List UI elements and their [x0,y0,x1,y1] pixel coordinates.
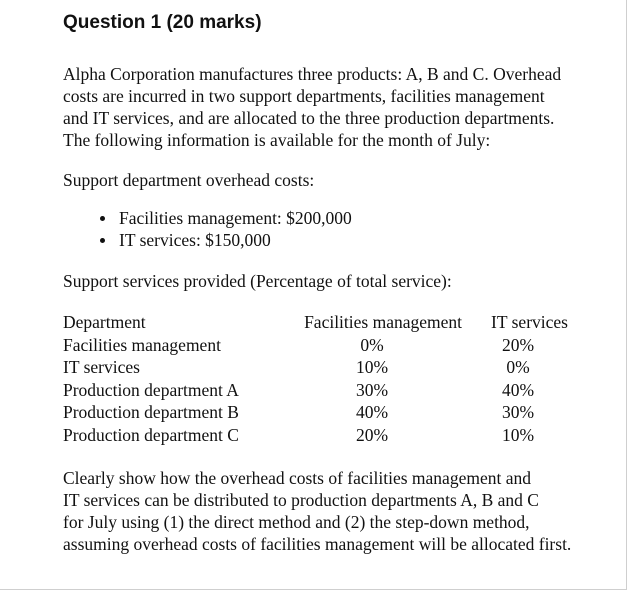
costs-heading: Support department overhead costs: [63,170,315,190]
intro-line: Alpha Corporation manufactures three products: A, B and C. Overhead [63,64,562,84]
cell-it: 10% [501,424,535,445]
instruction-line: IT services can be distributed to production departments A, B and C [63,490,539,510]
header-department: Department [63,312,146,332]
cell-it: 0% [506,357,530,378]
cost-item-label: IT services: $150,000 [119,230,271,250]
question-title: Question 1 (20 marks) [63,12,262,33]
table-row [63,356,568,379]
allocation-table [63,311,568,447]
table-row [63,424,568,447]
bullet-icon [100,216,105,221]
instruction-line: Clearly show how the overhead costs of facilities management and [63,468,531,488]
table-row [63,334,568,357]
cost-item-label: Facilities management: $200,000 [119,208,352,228]
cell-it: 20% [501,334,535,355]
table-row [63,401,568,424]
table-header-row [63,311,568,334]
instructions-paragraph [63,467,613,555]
intro-line: The following information is available for the month of July: [63,130,491,150]
cell-facilities: 10% [355,357,389,378]
cell-it: 30% [501,402,535,423]
cell-department: Facilities management [63,334,221,355]
cost-item-it [96,229,352,251]
cell-facilities: 0% [360,334,384,355]
header-it: IT services [491,312,568,332]
table-row [63,379,568,402]
cell-department: Production department C [63,424,239,445]
instruction-line: for July using (1) the direct method and (2) the step-down method, [63,512,530,532]
bullet-icon [100,238,105,243]
cost-list [96,207,352,251]
cell-department: Production department B [63,402,239,423]
services-heading: Support services provided (Percentage of total service): [63,271,452,291]
intro-line: costs are incurred in two support departments, facilities management [63,86,545,106]
intro-paragraph [63,63,603,151]
instruction-line: assuming overhead costs of facilities management will be allocated first. [63,534,572,554]
cell-department: Production department A [63,379,239,400]
cell-it: 40% [501,379,535,400]
intro-line: and IT services, and are allocated to the three production departments. [63,108,555,128]
cell-facilities: 20% [355,424,389,445]
cell-department: IT services [63,357,140,378]
cell-facilities: 40% [355,402,389,423]
header-facilities: Facilities management [304,312,462,332]
cost-item-facilities [96,207,352,229]
cell-facilities: 30% [355,379,389,400]
